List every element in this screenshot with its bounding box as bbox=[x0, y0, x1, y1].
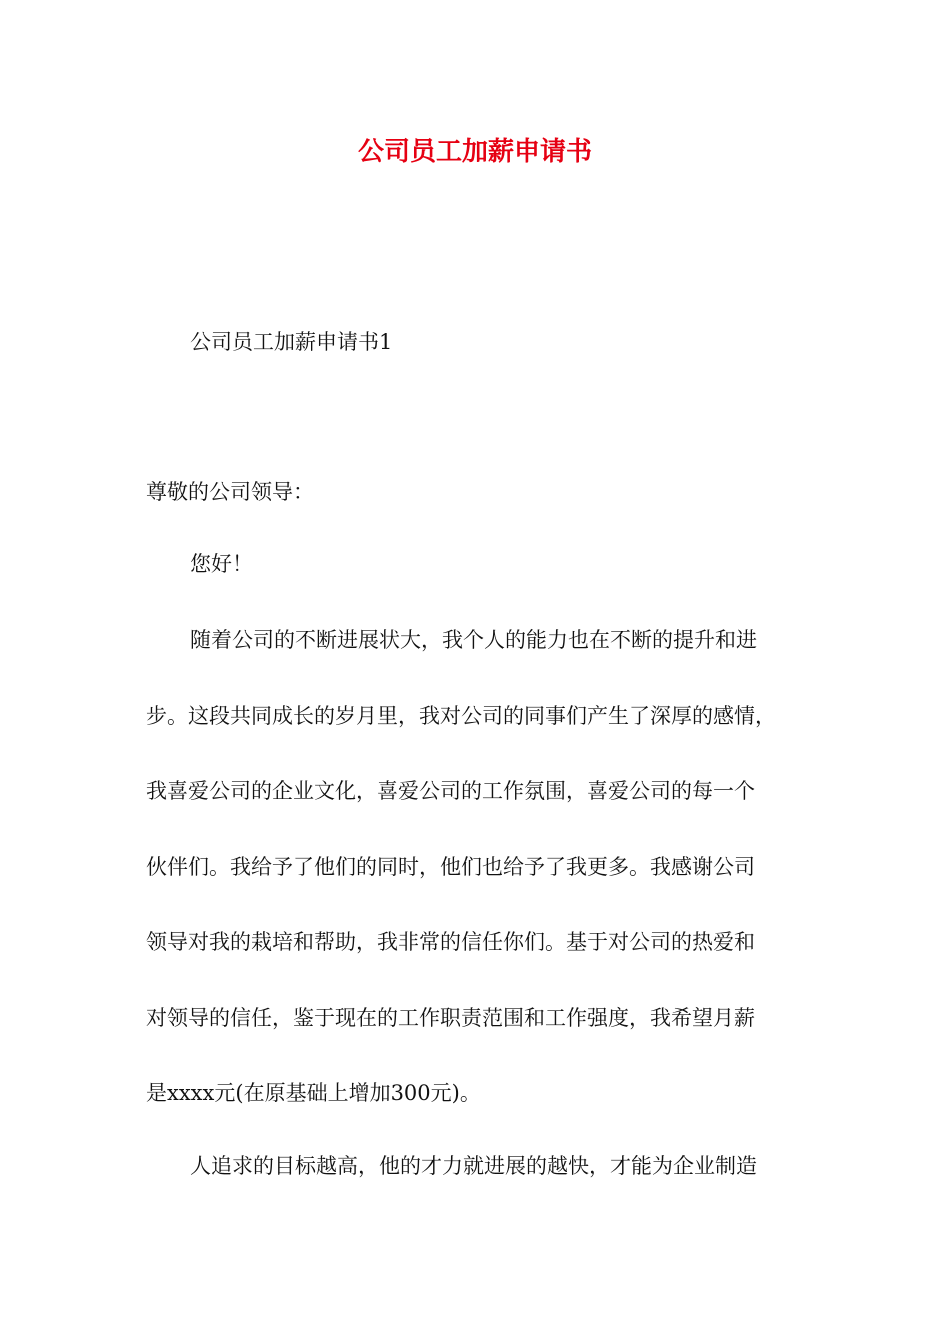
paragraph-line: 伙伴们。我给予了他们的同时，他们也给予了我更多。我感谢公司 bbox=[146, 854, 755, 879]
greeting: 您好！ bbox=[190, 552, 253, 576]
paragraph-2 bbox=[146, 1146, 826, 1222]
document-title: 公司员工加薪申请书 bbox=[357, 137, 592, 167]
paragraph-line: 人追求的目标越高，他的才力就进展的越快，才能为企业制造 bbox=[190, 1154, 757, 1178]
paragraph-line: 步。这段共同成长的岁月里，我对公司的同事们产生了深厚的感情， bbox=[146, 703, 776, 728]
salutation: 尊敬的公司领导： bbox=[146, 480, 314, 504]
paragraph-line: 领导对我的栽培和帮助，我非常的信任你们。基于对公司的热爱和 bbox=[146, 930, 755, 954]
paragraph-1 bbox=[146, 620, 826, 1149]
paragraph-line: 随着公司的不断进展状大，我个人的能力也在不断的提升和进 bbox=[190, 628, 757, 652]
paragraph-line: 我喜爱公司的企业文化，喜爱公司的工作氛围，喜爱公司的每一个 bbox=[146, 779, 755, 803]
paragraph-line: 对领导的信任，鉴于现在的工作职责范围和工作强度，我希望月薪 bbox=[146, 1005, 755, 1030]
paragraph-line: 是xxxx元(在原基础上增加300元)。 bbox=[146, 1081, 481, 1105]
section-heading: 公司员工加薪申请书1 bbox=[190, 330, 393, 354]
